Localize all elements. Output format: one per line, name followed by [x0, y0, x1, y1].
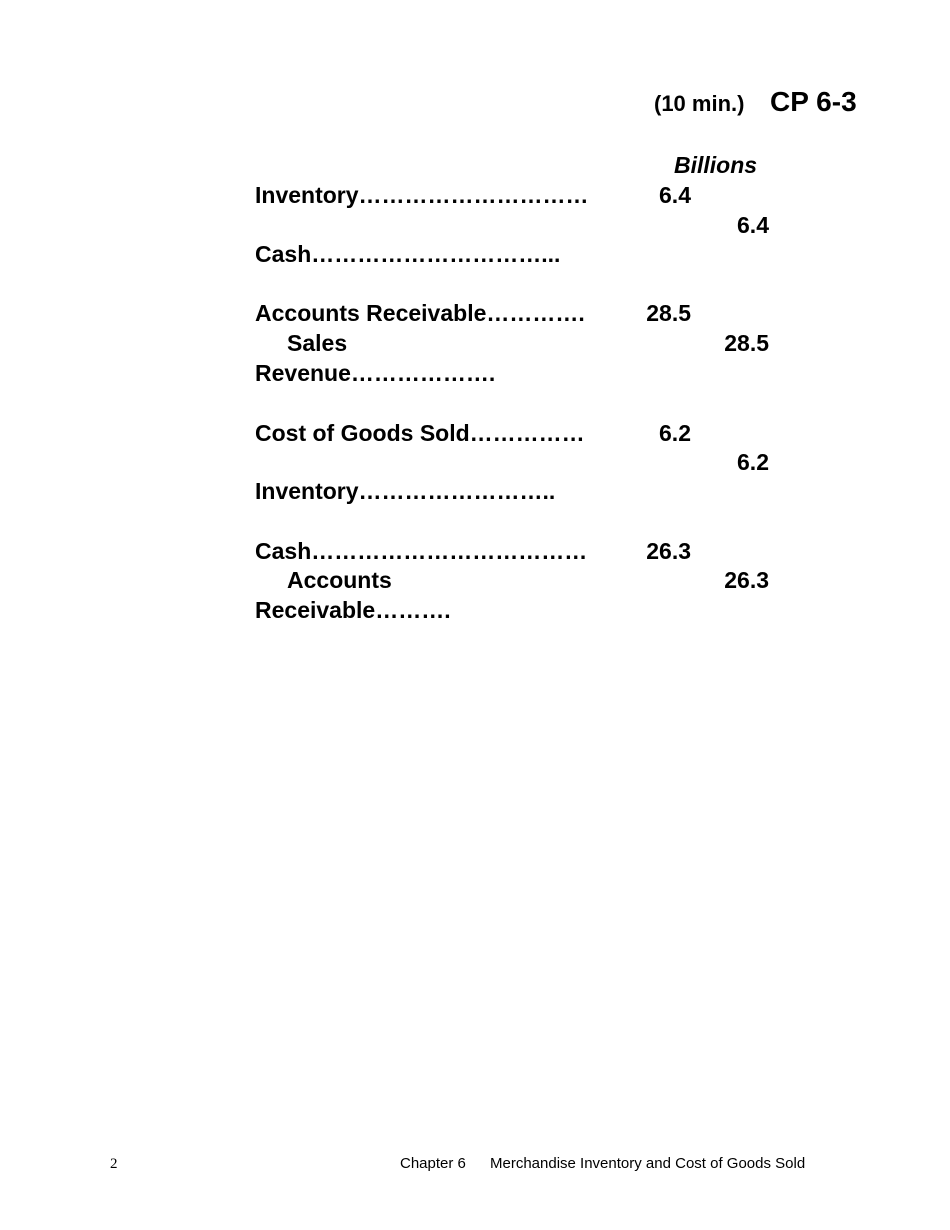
entry-2-credit-amount: 28.5 — [724, 330, 769, 356]
entry-2-credit-account-line1: Sales — [287, 330, 348, 356]
entry-4-debit-amount: 26.3 — [646, 538, 691, 564]
exercise-time: (10 min.) — [654, 91, 745, 116]
entry-4-credit-account-line1: Accounts — [287, 567, 392, 593]
exercise-code: CP 6-3 — [770, 86, 857, 117]
units-heading: Billions — [674, 152, 758, 178]
entry-3-credit-amount: 6.2 — [737, 449, 769, 475]
entry-2-debit-account: Accounts Receivable…………. — [255, 300, 585, 326]
entry-3-debit-amount: 6.2 — [659, 420, 691, 446]
entry-3-debit-account: Cost of Goods Sold…………… — [255, 420, 585, 446]
entry-3-credit-account-line2: Inventory…………………….. — [255, 478, 556, 504]
footer-chapter: Chapter 6 — [400, 1155, 466, 1172]
entry-1-credit-amount: 6.4 — [737, 212, 769, 238]
footer-title: Merchandise Inventory and Cost of Goods Sold — [490, 1155, 806, 1172]
entry-4-credit-amount: 26.3 — [724, 567, 769, 593]
entry-1-debit-account: Inventory………………………… — [255, 182, 589, 208]
entry-1-credit-account-line2: Cash…………………………... — [255, 241, 561, 267]
page-number: 2 — [110, 1156, 118, 1172]
entry-2-credit-account-line2: Revenue………………. — [255, 360, 496, 386]
entry-4-credit-account-line2: Receivable………. — [255, 597, 451, 623]
entry-1-debit-amount: 6.4 — [659, 182, 691, 208]
entry-2-debit-amount: 28.5 — [646, 300, 691, 326]
entry-4-debit-account: Cash……………………………… — [255, 538, 588, 564]
